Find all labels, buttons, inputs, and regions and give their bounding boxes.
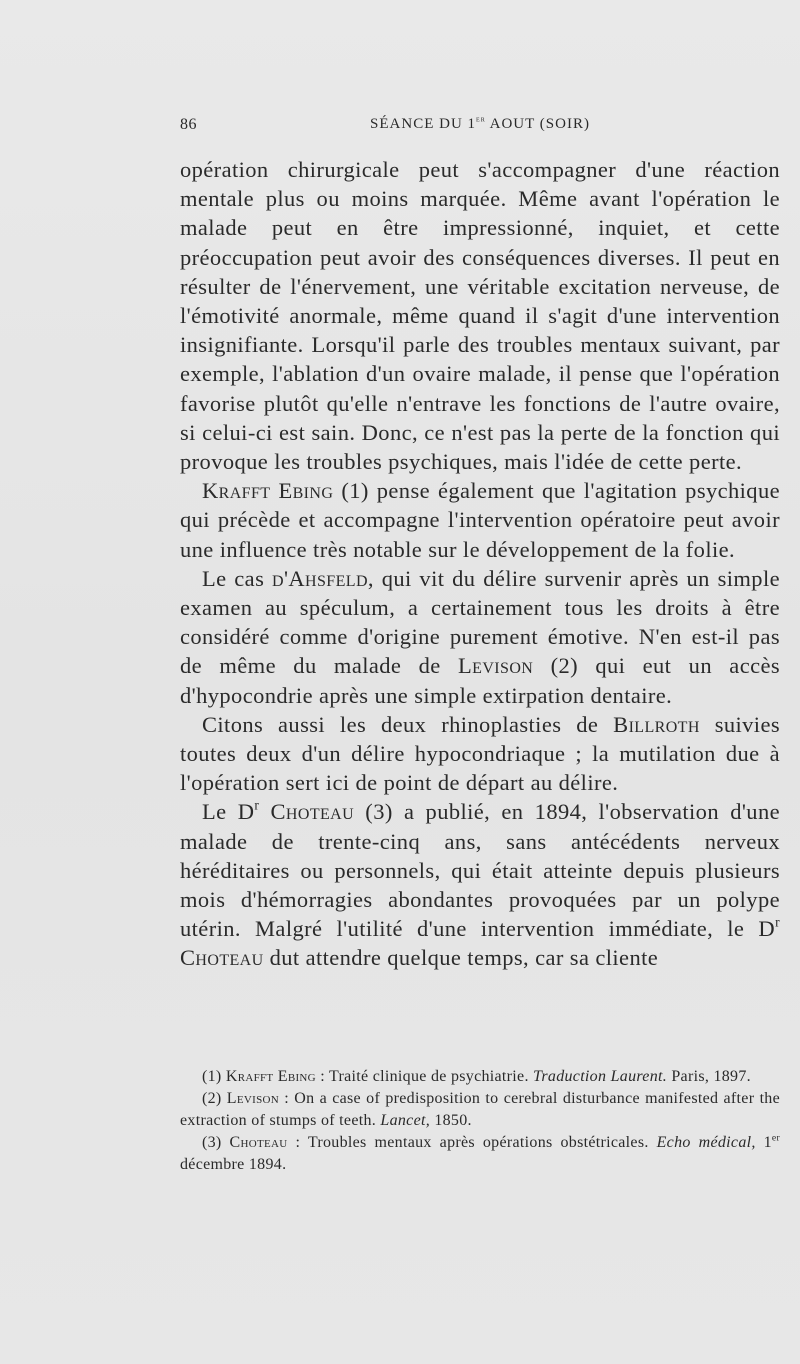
author-name: Choteau: [180, 945, 264, 971]
page-number: 86: [180, 116, 197, 133]
body-text: [180, 155, 780, 973]
author-name: d'Ahsfeld: [272, 565, 368, 591]
paragraph-5: Le $D^r$ Choteau (3) a publié, en 1894, l'observation d'une malade de trente-cinq ans, sans antécédents nerveux héréditaires ou personnels, qui était atteinte depuis plusieurs mois d'hémorragies abondantes provoquées par un polype utérin. Malgré l'utilité d'une intervention immédiate, le $D^r$ Choteau dut attendre quelque temps, car sa cliente: [180, 798, 780, 971]
paragraph-1: opération chirurgicale peut s'accompagner d'une réaction mentale plus ou moins marquée. Même avant l'opération le malade peut en être impressionné, inquiet, et cette préoccupation peut avoir des conséquences diverses. Il peut en résulter de l'énervement, une véritable excitation nerveuse, de l'émotivité anormale, même quand il s'agit d'une intervention insignifiante. Lorsqu'il parle des troubles mentaux suivant, par exemple, l'ablation d'un ovaire malade, il pense que l'opération favorise plutôt qu'elle n'entrave les fonctions de l'autre ovaire, si celui-ci est sain. Donc, ce n'est pas la perte de la fonction qui provoque les troubles psychiques, mais l'idée de cette perte.: [180, 157, 780, 475]
page-header: [180, 113, 780, 146]
running-head: SÉANCE DU 1er AOUT (SOIR): [370, 113, 590, 132]
footnote-3: (3) Choteau : Troubles mentaux après opérations obstétricales. Echo médical, 1er décembre 1894.: [180, 1132, 780, 1173]
paragraph-2: Krafft Ebing (1) pense également que l'agitation psychique qui précède et accompagne l'intervention opératoire peut avoir une influence très notable sur le développement de la folie.: [180, 478, 780, 562]
paragraph-3: Le cas d'Ahsfeld, qui vit du délire survenir après un simple examen au spéculum, a certainement tous les droits à être considéré comme d'origine purement émotive. N'en est-il pas de même du malade de Levison (2) qui eut un accès d'hypocondrie après une simple extirpation dentaire.: [180, 565, 781, 708]
author-name: Choteau: [270, 799, 355, 825]
author-name: Billroth: [613, 711, 700, 737]
author-name: Krafft Ebing: [202, 478, 334, 504]
footnotes: [180, 1066, 780, 1176]
footnote-2: (2) Levison : On a case of predisposition to cerebral disturbance manifested after the extraction of stumps of teeth. Lancet, 1850.: [180, 1090, 781, 1129]
footnote-1: (1) Krafft Ebing : Traité clinique de psychiatrie. Traduction Laurent. Paris, 1897.: [202, 1068, 751, 1085]
author-name: Levison: [458, 653, 534, 679]
paragraph-4: Citons aussi les deux rhinoplasties de Billroth suivies toutes deux d'un délire hypocondriaque ; la mutilation due à l'opération sert ici de point de départ au délire.: [180, 711, 780, 796]
